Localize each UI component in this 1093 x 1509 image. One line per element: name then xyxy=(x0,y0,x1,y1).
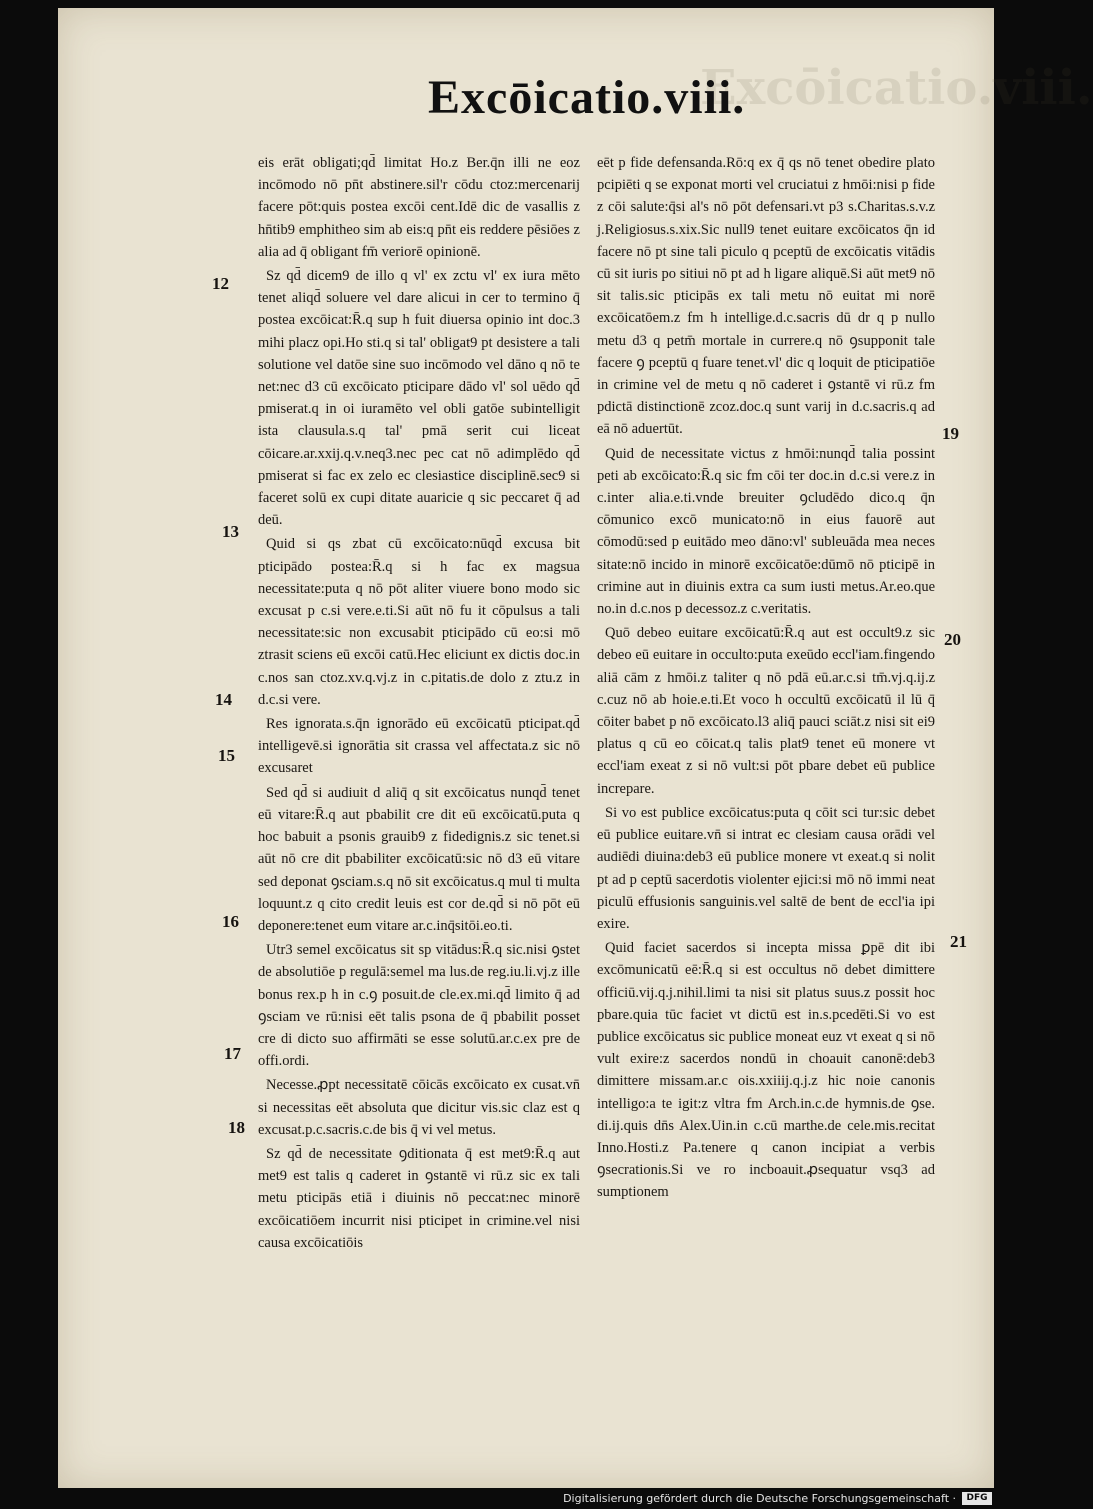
margin-number: 12 xyxy=(212,274,229,293)
paragraph: Quō debeo euitare excōicatū:R̄.q aut est occult9.z sic debeo eū euitare in occulto:puta exeūdo eccl'iam.fingendo aliā cām z hmōi.z taliter q nō pdā eū.ar.c.si tm̄.vj.q.ij.z c.cuz nō ab hoie.e.ti.Et voco h occultū excōicatū il lū q̄ cōiter babet p nō excōicato.l3 aliq̄ pauci sciāt.z nisi sit ei9 platus q cū eo cōicat.q talis plat9 tenet eū monere vt eccl'iam exeat z si nō vult:si pōt pbare debet eū publice increpare. xyxy=(597,625,935,797)
margin-number: 21 xyxy=(950,932,967,951)
paragraph: Quid de necessitate victus z hmōi:nunqd̄ talia possint peti ab excōicato:R̄.q sic fm cōi ter doc.in d.c.si vere.z in c.inter alia.e.ti.vnde breuiter ꝯcludēdo dico.q q̄n cōmunico excō municato:nō in eius fauorē aut cōmodū:sed p euitādo meo dāno:vl' subleuāda mea neces sitate:nō incido in minorē excōicatōe:dūmō nō pticipē in crimine aut in diuinis extra ca sum iusti metus.Ar.eo.que no.in d.c.nos p decessoz.z c.veritatis. xyxy=(597,445,935,618)
margin-number: 20 xyxy=(944,630,961,649)
paragraph: Necesse.ꝓpt necessitatē cōicās excōicato ex cusat.vn̄ si necessitas eēt absoluta que dicitur vis.sic claz est q excusat.p.c.sacris.c.de bis q̄ vi vel metus. xyxy=(258,1077,580,1138)
paragraph: Sz qd̄ dicem9 de illo q vl' ex zctu vl' ex iura mēto tenet aliqd̄ soluere vel dare alicui in cer to termino q̄ postea excōicat:R̄.q sup h fuit diuersa opinio int doc.3 mihi placz opi.Ho sti.q si tal' obligat9 pt desistere a tali solutione vel datōe sine suo incōmodo vel dāno q nō te net:nec d3 cū excōicato pticipare dādo vl' sol uēdo qd̄ pmiserat.q in oi iuramēto vel obli gatōe subintelligit ista clausula.s.q tal' pmā serit cui liceat cōicare.ar.xxij.q.v.neq3.nec pec cat nō adimplēdo qd̄ pmiserat si fac ex zelo ec clesiastice disciplinē.sec9 si faceret solū ex cupi ditate auaricie q sic peccaret q̄ ad deū. xyxy=(258,268,580,529)
margin-number: 18 xyxy=(228,1118,245,1137)
paragraph: Quid faciet sacerdos si incepta missa ꝑpē dit ibi excōmunicatū eē:R̄.q si est occultus nō debet dimittere officiū.vij.q.j.nihil.limi ta nisi sit platus suus.z possit hoc pbare.quia tūc faciet vt dictū est in.s.pcedēti.Si vo est publice excōicatus sic publice moneat euz vt exeat q si nō vult exire:z sacerdos nondū in choauit canonē:deb3 dimittere missam.ar.c ois.xxiiij.q.j.z hic noie canonis intelligo:a te igit:z vltra fm Arch.in.c.de hymnis.de ꝯse. di.ij.quis dn̄s Alex.Uin.in c.cū marthe.de cele.mis.recitat Inno.Hosti.z Pa.tenere q canon incipiat a verbis ꝯsecrationis.Si ve ro incboauit.ꝓsequatur vsq3 ad sumptionem xyxy=(597,940,935,1201)
page-header-title: Excōicatio.viii. xyxy=(428,71,746,124)
right-text-column xyxy=(597,152,935,1502)
left-text-column xyxy=(258,152,580,1251)
margin-number: 15 xyxy=(218,746,235,765)
margin-number: 17 xyxy=(224,1044,241,1063)
margin-number: 16 xyxy=(222,912,239,931)
margin-number: 13 xyxy=(222,522,239,541)
paragraph: Sz qd̄ de necessitate ꝯditionata q̄ est met9:R̄.q aut met9 est talis q caderet in ꝯstantē vi rū.z sic ex tali metu pticipās etiā i diuinis nō peccat:nec minorē excōicatiōem incurrit nisi pticipet in crimine.vel nisi causa excōicatiōis xyxy=(258,1145,580,1251)
paragraph: Res ignorata.s.q̄n ignorādo eū excōicatū pticipat.qd̄ intelligevē.si ignorātia sit crassa vel affectata.z sic nō excusaret xyxy=(258,716,580,777)
paragraph: Utr3 semel excōicatus sit sp vitādus:R̄.q sic.nisi ꝯstet de absolutiōe p regulā:semel ma lus.de reg.iu.li.vj.z ille bonus rex.p h in c.ꝯ posuit.de cle.ex.mi.qd̄ limito q̄ ad ꝯsciam ve rū:nisi eēt talis psona de q̄ pbabilit posset cre di dicto suo affirmāti se esse solutū.ar.c.ex pre de offi.ordi. xyxy=(258,942,580,1070)
footer-funding-notice: Digitalisierung gefördert durch die Deutsche Forschungsgemeinschaft · xyxy=(563,1492,956,1505)
margin-number: 14 xyxy=(215,690,232,709)
dfg-logo-icon: DFG xyxy=(962,1492,992,1505)
bleed-through-text: Excōicatio.viii. xyxy=(700,60,1093,116)
paragraph: Si vo est publice excōicatus:puta q cōit sci tur:sic debet eū publice euitare.vn̄ si intrat ec clesiam causa orādi vel audiēdi diuina:deb3 eū publice monere vt exeat.q si nolit pt ad p ceptū sacerdotis violenter ejici:si mō nō immi neat piculū effusionis sanguinis.vel saltē de bent de eccl'ia ipi exire. xyxy=(597,804,935,932)
margin-number: 19 xyxy=(942,424,959,443)
paragraph: eēt p fide defensanda.Rō:q ex q̄ qs nō tenet obedire plato pcipiēti q se exponat morti vel cruciatui z hmōi:nisi p fide z cōi salute:q̄si al's nō pōt defensari.vt p3 s.Charitas.s.v.z j.Religiosus.s.xix.Sic null9 tenet euitare excōicatos q̄n id facere nō pt sine tali piculo q pceptū de excōicatis vitādis cū sit iuris po sitiui nō pt ad h ligare aliquē.Si aūt met9 nō sit talis.sic pticipās ex tali metu nō euitat mi norē excōicatōem.z fm h intellige.d.c.sacris dū dr q p nullo metu d3 q petm̄ mortale in currere.q nō ꝯsupponit tale facere ꝯ pceptū q fuare tenet.vl' dic q loquit de pticipatiōe in crimine vel de metu q nō caderet i ꝯstantē vi rū.z fm pdictā distinctionē zcoz.doc.q sunt varij in d.c.sacris.q ad eā nō aduertūt. xyxy=(597,155,935,438)
paragraph: eis erāt obligati;qd̄ limitat Ho.z Ber.q̄n illi ne eoz incōmodo nō pn̄t abstinere.sil'r cōdu ctoz:mercenarij facere pōt:quis postea excōi cent.Idē dic de vasallis z hn̄tib9 emphitheo sim ab eis:q pn̄t eis reddere pēsiōes z alia ad q̄ obligant fm̄ veriorē opinionē. xyxy=(258,155,580,260)
paragraph: Sed qd̄ si audiuit d aliq̄ q sit excōicatus nunqd̄ tenet eū vitare:R̄.q aut pbabilit cre dit eū excōicatū.puta q hoc babuit a psonis grauib9 z fidedignis.z sic tenet.si aūt nō cre dit pbabiliter excōicatū:sic nō d3 eū vitare sed deponat ꝯsciam.s.q nō sit excōicatus.q mul ti multa loquunt.z q cito credit leuis est cor de.qd̄ si nō pōt eū deponere:tenet eum vitare ar.c.inq̄sitōi.eo.ti. xyxy=(258,784,580,934)
paragraph: Quid si qs zbat cū excōicato:nūqd̄ excusa bit pticipādo postea:R̄.q si h fac ex magsua necessitate:puta q nō pōt aliter viuere bono modo sic excusat p c.si vere.e.ti.Si aūt nō fu it cōpulsus a tali necessitate:sic non excusabit pticipādo cū eo:si mō ztrasit sciens eū excōi catū.Hec eliciunt ex dictis doc.in c.nos san ctoz.xv.q.vj.z in c.pitatis.de dolo z ztu.z in d.c.si vere. xyxy=(258,536,580,708)
